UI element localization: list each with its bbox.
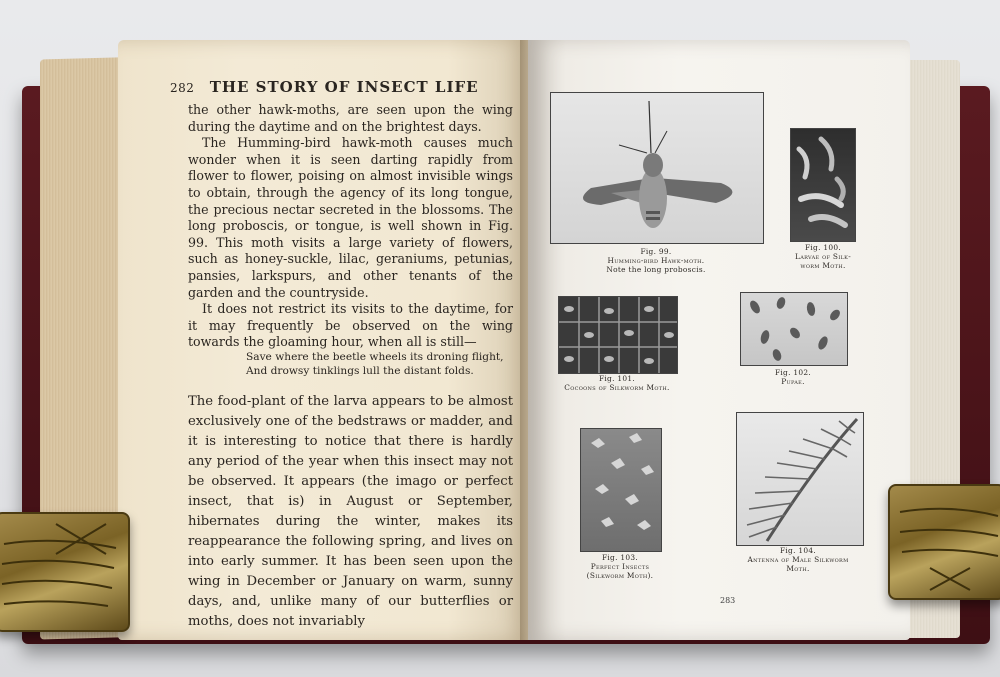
figure-102-label: Fig. 102. [774, 368, 812, 377]
figure-103-label: Fig. 103. [601, 553, 639, 562]
figure-99-note: Note the long proboscis. [606, 265, 706, 274]
figure-99-caption [550, 247, 762, 274]
brass-hand-icon-left [0, 514, 128, 630]
figure-102-image [740, 292, 848, 366]
figure-103-caption [564, 553, 676, 580]
figure-102-caption [740, 368, 846, 386]
figure-100-title: Larvae of Silk- [795, 252, 851, 261]
verse-quote [246, 350, 516, 378]
figure-103-image [580, 428, 662, 552]
figure-103-title: Perfect Insects [590, 562, 650, 571]
figure-104-label: Fig. 104. [779, 546, 817, 555]
figure-103-title-2: (Silkworm Moth). [586, 571, 654, 580]
figure-101-image [558, 296, 678, 374]
figure-104-title: Antenna of Male Silkworm [747, 555, 849, 564]
figure-100-image [790, 128, 856, 242]
brass-hand-icon-right [890, 486, 1000, 598]
figure-101-label: Fig. 101. [598, 374, 636, 383]
quote-line-1: Save where the beetle wheels its droning flight, [246, 351, 504, 363]
figure-100-title-2: worm Moth. [800, 261, 846, 270]
figure-99-label: Fig. 99. [640, 247, 672, 256]
silkworm-moths-illustration [581, 429, 661, 551]
figure-101-title: Cocoons of Silkworm Moth. [564, 383, 670, 392]
body-text-bottom [188, 392, 513, 632]
left-page-number: 282 [170, 81, 195, 95]
hawk-moth-illustration [551, 93, 763, 243]
running-title: THE STORY OF INSECT LIFE [209, 78, 479, 96]
body-text-top [188, 102, 513, 351]
pupae-illustration [741, 293, 847, 365]
brass-holder-right [888, 484, 1000, 600]
figure-100-label: Fig. 100. [804, 243, 842, 252]
paragraph-4: The food-plant of the larva appears to be almost exclusively one of the bedstraws or madder, and it is interesting to notice that there is hardly any period of the year when this insect may not be observed. It appears (the imago or perfect insect, that is) in August or September, hibernates during the winter, makes its reappearance the following spring, and lives on into early summer. It has been seen upon the wing in December or January on warm, sunny days, and, unlike many of our butterflies or moths, does not invariably [188, 394, 513, 629]
figure-104-title-2: Moth. [786, 564, 810, 573]
figure-101-caption [548, 374, 686, 392]
figure-99-title: Humming-bird Hawk-moth. [607, 256, 705, 265]
right-page [528, 40, 910, 640]
figure-102-title: Pupae. [781, 377, 805, 386]
paragraph-2: The Humming-bird hawk-moth causes much wonder when it is seen darting rapidly from flower to flower, poising on almost invisible wings to obtain, through the agency of its long tongue, the precious nectar secreted in the blossoms. The long proboscis, or tongue, is well shown in Fig. 99. This moth visits a large variety of flowers, such as honey-suckle, lilac, geraniums, petunias, pansies, larkspurs, and other tenants of the garden and the countryside. [188, 135, 513, 300]
antenna-illustration [737, 413, 863, 545]
paragraph-3: It does not restrict its visits to the daytime, for it may frequently be observed on the wing towards the gloaming hour, when all is still— [188, 301, 513, 350]
paragraph-1: the other hawk-moths, are seen upon the wing during the daytime and on the brightest days. [188, 102, 513, 134]
figure-104-image [736, 412, 864, 546]
larvae-illustration [791, 129, 855, 241]
cocoons-illustration [559, 297, 677, 373]
right-page-number: 283 [720, 596, 736, 605]
brass-holder-left [0, 512, 130, 632]
left-page [118, 40, 530, 640]
quote-line-2: And drowsy tinklings lull the distant folds. [246, 365, 474, 377]
page-header [170, 78, 510, 96]
figure-104-caption [728, 546, 868, 573]
figure-99-image [550, 92, 764, 244]
figure-100-caption [778, 243, 868, 270]
